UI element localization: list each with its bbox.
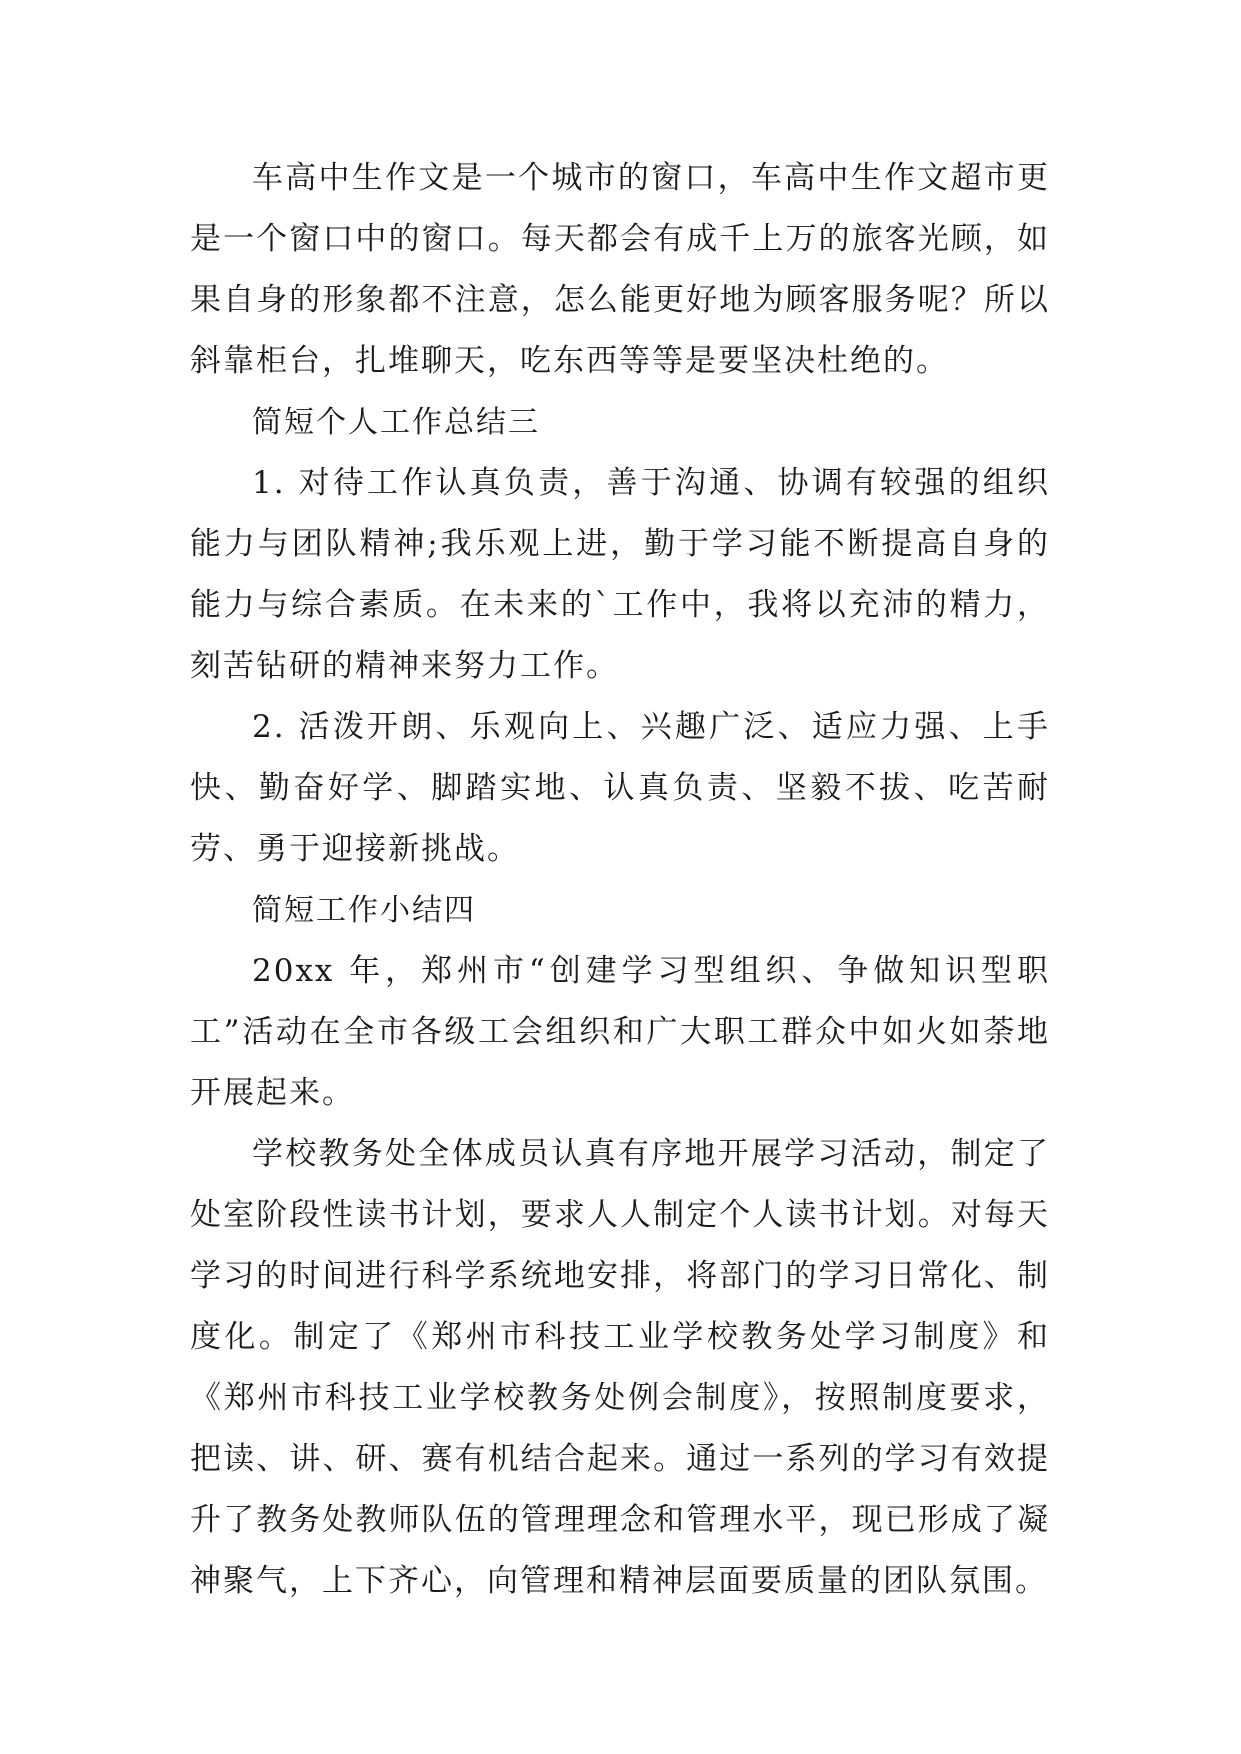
section-heading-three: 简短个人工作总结三	[252, 405, 540, 440]
paragraph-study: 学校教务处全体成员认真有序地开展学习活动，制定了处室阶段性读书计划，要求人人制定个人读书计划。对每天学习的时间进行科学系统地安排，将部门的学习日常化、制度化。制定了《郑州市科技工业学校教务处学习制度》和《郑州市科技工业学校教务处例会制度》，按照制度要求，把读、讲、研、赛有机结合起来。通过一系列的学习有效提升了教务处教师队伍的管理理念和管理水平，现已形成了凝神聚气，上下齐心，向管理和精神层面要质量的团队氛围。	[190, 1136, 1050, 1599]
paragraph-item-1: 1. 对待工作认真负责，善于沟通、协调有较强的组织能力与团队精神;我乐观上进，勤于学习能不断提高自身的能力与综合素质。在未来的`工作中，我将以充沛的精力，刻苦钻研的精神来努力工作。	[190, 465, 1050, 684]
paragraph-intro: 车高中生作文是一个城市的窗口，车高中生作文超市更是一个窗口中的窗口。每天都会有成千上万的旅客光顾，如果自身的形象都不注意，怎么能更好地为顾客服务呢？所以斜靠柜台，扎堆聊天，吃东西等等是要坚决杜绝的。	[190, 160, 1050, 379]
section-heading-four: 简短工作小结四	[252, 893, 476, 928]
paragraph-item-2: 2. 活泼开朗、乐观向上、兴趣广泛、适应力强、上手快、勤奋好学、脚踏实地、认真负责、坚毅不拔、吃苦耐劳、勇于迎接新挑战。	[190, 709, 1050, 867]
paragraph-activity: 20xx 年，郑州市“创建学习型组织、争做知识型职工”活动在全市各级工会组织和广大职工群众中如火如荼地开展起来。	[190, 953, 1050, 1111]
document-body	[190, 148, 1050, 1612]
